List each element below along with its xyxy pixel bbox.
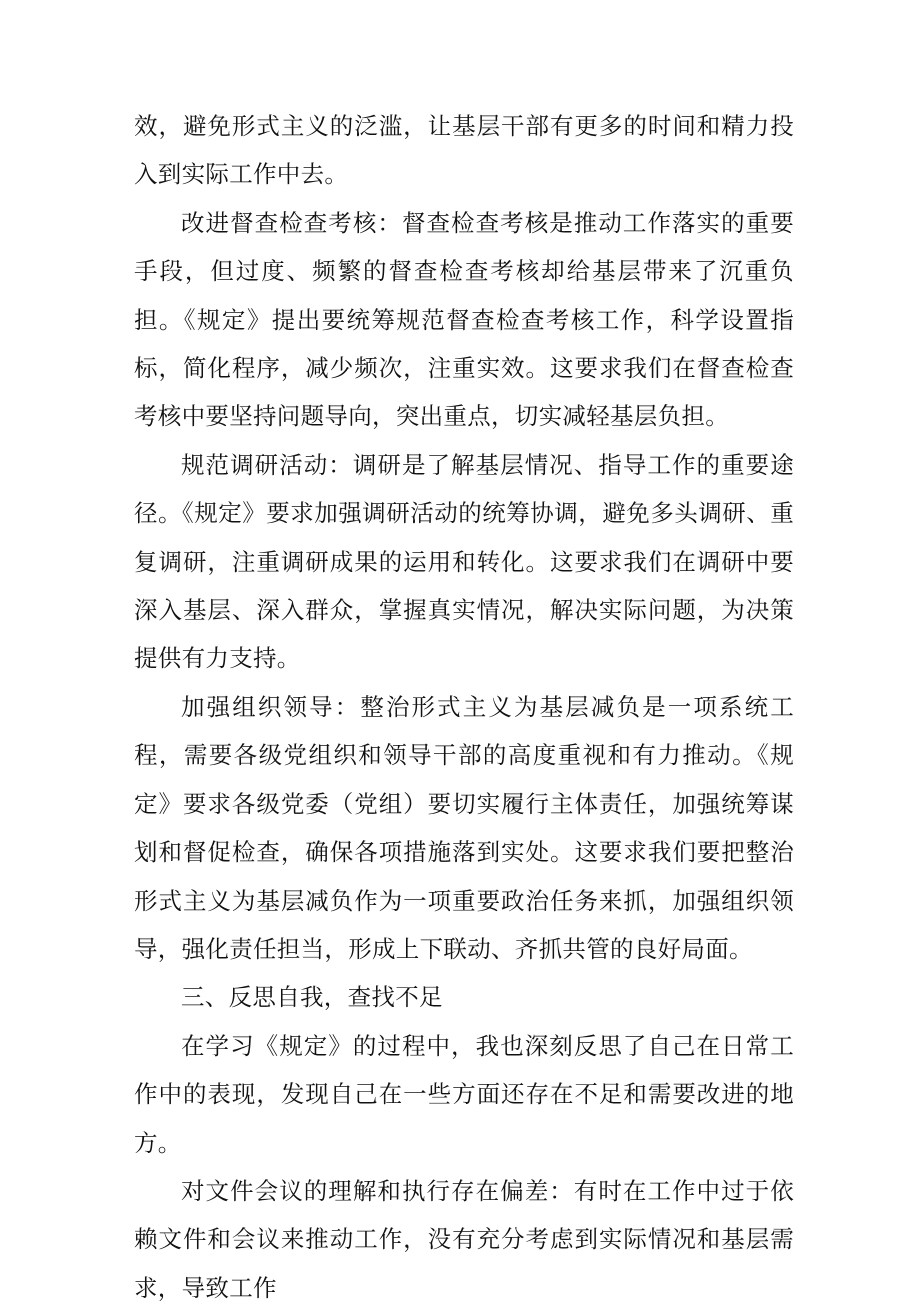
paragraph-supervision-inspection: 改进督查检查考核：督查检查考核是推动工作落实的重要手段，但过度、频繁的督查检查考核却给基层带来了沉重负担。《规定》提出要统筹规范督查检查考核工作，科学设置指标，简化程序，减少频次，注重实效。这要求我们在督查检查考核中要坚持问题导向，突出重点，切实减轻基层负担。 [134,208,794,431]
paragraph-document-meeting-deviation: 对文件会议的理解和执行存在偏差：有时在工作中过于依赖文件和会议来推动工作，没有充分考虑到实际情况和基层需求，导致工作 [134,1176,794,1302]
section-heading-self-reflection: 三、反思自我，查找不足 [181,983,443,1012]
document-body [134,102,794,1312]
paragraph-organizational-leadership: 加强组织领导：整治形式主义为基层减负是一项系统工程，需要各级党组织和领导干部的高度重视和有力推动。《规定》要求各级党委（党组）要切实履行主体责任，加强统筹谋划和督促检查，确保各项措施落到实处。这要求我们要把整治形式主义为基层减负作为一项重要政治任务来抓，加强组织领导，强化责任担当，形成上下联动、齐抓共管的良好局面。 [134,692,794,963]
paragraph-continuation: 效，避免形式主义的泛滥，让基层干部有更多的时间和精力投入到实际工作中去。 [134,112,794,189]
paragraph-research-activities: 规范调研活动：调研是了解基层情况、指导工作的重要途径。《规定》要求加强调研活动的统筹协调，避免多头调研、重复调研，注重调研成果的运用和转化。这要求我们在调研中要深入基层、深入群众，掌握真实情况，解决实际问题，为决策提供有力支持。 [134,450,794,673]
paragraph-reflection-intro: 在学习《规定》的过程中，我也深刻反思了自己在日常工作中的表现，发现自己在一些方面还存在不足和需要改进的地方。 [134,1031,794,1157]
